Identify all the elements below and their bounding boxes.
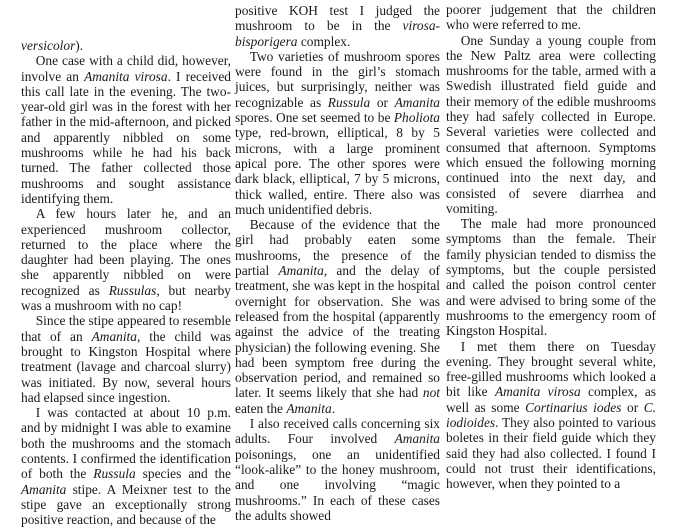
italic-text: virosa-bisporigera [235, 18, 440, 49]
italic-text: Amanita [278, 263, 324, 279]
italic-text: Cortinarius iodes [525, 399, 622, 415]
text-run: I met them there on Tuesday evening. They brought several white, free-gilled mushrooms which looked a bit like [446, 338, 656, 400]
italic-text: Amanita virosa [494, 384, 581, 400]
text-run: One Sunday a young couple from the New Paltz area were collecting mushrooms for the table, armed with a Swedish illustrated field guide and their memory of the edible mushrooms they had safely collected in Europe. Several varieties were collected and consumed that afternoon. Symptoms which ensued the following morning continued into the next day, and consisted of severe diarrhea and vomiting. [446, 32, 656, 216]
text-run: complex. [297, 33, 351, 49]
paragraph [21, 206, 231, 313]
text-run: stipe. A Meixner test to the stipe gave an exceptionally strong positive reaction, and because of the [21, 481, 231, 528]
text-run: A few hours later he, and an experienced mushroom collector, returned to the place where the daughter had been playing. The ones she apparently nibbled on were recognized as [21, 206, 231, 298]
text-run: positive KOH test I judged the mushroom to be in the [235, 3, 440, 34]
paragraph [235, 416, 440, 523]
italic-text: C. iodioides [446, 399, 656, 431]
paragraph [21, 313, 231, 405]
text-column-1 [21, 0, 231, 528]
text-run: eaten the [235, 400, 287, 416]
italic-text: not [422, 385, 440, 401]
paragraph [446, 2, 656, 33]
text-run: spores. One set seemed to be [235, 110, 394, 126]
italic-text: Amanita [91, 328, 137, 344]
text-run: or [370, 94, 395, 110]
paragraph [21, 38, 231, 53]
text-run: The male had more pronounced symptoms than the female. Their family physician tended to dismiss the symptoms, but the couple persisted and called the poison control center and were advised to bring some of the mushrooms to the emergency room of Kingston Hospital. [446, 216, 656, 339]
italic-text: versicolor [21, 38, 76, 53]
text-run: . [331, 400, 336, 416]
italic-text: Amanita [394, 94, 440, 110]
text-run: poorer judgement that the children who were referred to me. [446, 2, 656, 33]
text-run: complex, as well as some [446, 384, 656, 415]
italic-text: Amanita [394, 431, 440, 447]
text-run: ). [75, 38, 84, 53]
italic-text: Amanita [21, 481, 67, 497]
text-column-3 [446, 0, 656, 492]
text-run: . I received this call late in the evening. The two-year-old girl was in the forest with her father in the mid-afternoon, and picked and apparently nibbled on some mushrooms while he had his back turned. The father collected those mushrooms and sought assistance identifying them. [21, 68, 231, 206]
text-run: , the child was brought to Kingston Hospital where treatment (lavage and charcoal slurry) was initiated. By now, several hours had elapsed since ingestion. [21, 328, 231, 405]
paragraph [235, 217, 440, 416]
paragraph [446, 339, 656, 492]
text-run: I also received calls concerning six adults. Four involved [235, 416, 440, 447]
text-run: Two varieties of mushroom spores were found in the girl’s stomach juices, but surprisingly, neither was recognizable as [235, 48, 440, 110]
text-run: , but nearby was a mushroom with no cap! [21, 282, 231, 314]
text-column-2 [235, 0, 440, 523]
paragraph [235, 49, 440, 217]
italic-text: Amanita virosa [84, 68, 168, 84]
text-run: I was contacted at about 10 p.m. and by midnight I was able to examine both the mushrooms and the stomach contents. I confirmed the identification of both the [21, 405, 231, 482]
italic-text: Russulas [108, 282, 157, 298]
text-run: . They also pointed to various boletes in their field guide which they said they had also collected. I found I could not trust their identifications, however, when they pointed to a [446, 415, 656, 492]
paragraph [21, 405, 231, 527]
text-run: Since the stipe appeared to resemble that of an [21, 313, 231, 344]
text-run: Because of the evidence that the girl had probably eaten some mushrooms, the presence of the partial [235, 217, 440, 279]
text-run: poisonings, one an unidentified “look-alike” to the honey mushroom, and one involving “magic mushrooms.” In each of these cases the adults showed [235, 446, 440, 523]
text-run: , and the delay of treatment, she was kept in the hospital overnight for observation. She was released from the hospital (apparently against the advice of the treating physician) the following evening. She had been symptom free during the observation period, and remained so later. It seems likely that she had [235, 263, 440, 401]
italic-text: Pholiota [393, 110, 440, 126]
italic-text: Russula [93, 466, 136, 482]
text-run: species and the [135, 466, 231, 482]
text-run: type, red-brown, elliptical, 8 by 5 microns, with a large prominent apical pore. The other spores were dark black, elliptical, 7 by 5 microns, thick walled, entire. There also was much unidentified debris. [235, 125, 440, 217]
paragraph [446, 216, 656, 338]
italic-text: Russula [327, 94, 371, 110]
paragraph [446, 33, 656, 217]
text-run: One case with a child did, however, involve an [21, 53, 231, 84]
paragraph [21, 53, 231, 206]
text-run: or [621, 399, 644, 415]
italic-text: Amanita [286, 400, 332, 416]
paragraph [235, 3, 440, 49]
